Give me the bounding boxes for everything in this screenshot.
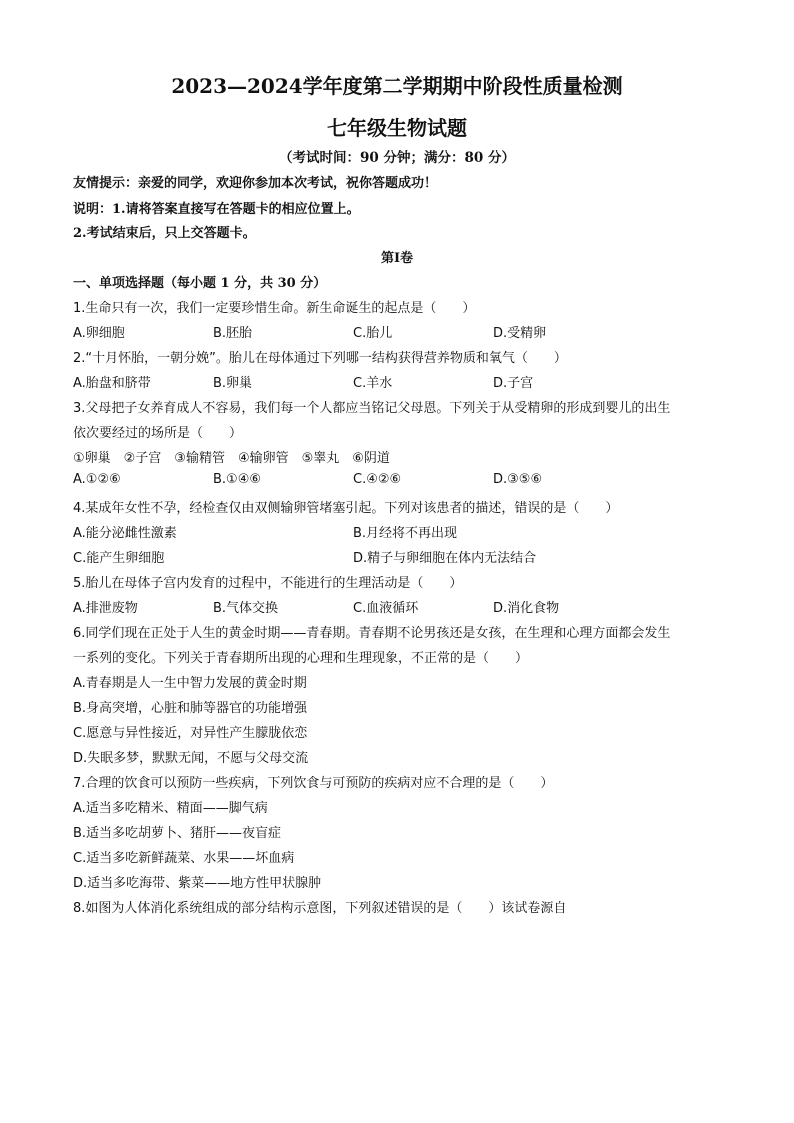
q7-option-b: B.适当多吃胡萝卜、猪肝——夜盲症 [73,826,282,841]
instruction-1: 说明：1.请将答案直接写在答题卡的相应位置上。 [73,202,360,217]
q3-option-d: D.③⑤⑥ [493,472,543,487]
question-5-stem: 5.胎儿在母体子宫内发育的过程中，不能进行的生理活动是（ ） [73,576,463,591]
q2-option-c: C.羊水 [353,376,393,391]
question-4-stem: 4.某成年女性不孕，经检查仅由双侧输卵管堵塞引起。下列对该患者的描述，错误的是（ ） [73,501,619,516]
question-2-stem: 2.“十月怀胎，一朝分娩”。胎儿在母体通过下列哪一结构获得营养物质和氧气（ ） [73,351,567,366]
instruction-2: 2.考试结束后，只上交答题卡。 [73,226,256,241]
question-3-choices: ①卵巢 ②子宫 ③输精管 ④输卵管 ⑤睾丸 ⑥阴道 [73,451,390,466]
section-heading: 一、单项选择题（每小题 1 分，共 30 分） [73,276,327,291]
question-6-stem-cont: 一系列的变化。下列关于青春期所出现的心理和生理现象，不正常的是（ ） [73,651,529,666]
q2-option-a: A.胎盘和脐带 [73,376,151,391]
q4-option-b: B.月经将不再出现 [353,526,458,541]
q6-option-c: C.愿意与异性接近，对异性产生朦胧依恋 [73,726,308,741]
exam-subject-title: 七年级生物试题 [327,116,467,140]
question-8-stem: 8.如图为人体消化系统组成的部分结构示意图，下列叙述错误的是（ ）该试卷源自 [73,901,567,916]
q7-option-a: A.适当多吃精米、精面——脚气病 [73,801,268,816]
q6-option-a: A.青春期是人一生中智力发展的黄金时期 [73,676,307,691]
volume-heading: 第Ⅰ卷 [380,251,414,266]
question-3-stem-cont: 依次要经过的场所是（ ） [73,426,243,441]
exam-info: （考试时间：90 分钟；满分：80 分） [279,150,515,166]
q4-option-a: A.能分泌雌性激素 [73,526,177,541]
q2-option-b: B.卵巢 [213,376,253,391]
q3-option-c: C.④②⑥ [353,472,402,487]
question-6-stem: 6.同学们现在正处于人生的黄金时期——青春期。青春期不论男孩还是女孩，在生理和心理方面都会发生 [73,626,671,641]
q5-option-c: C.血液循环 [353,601,419,616]
q6-option-b: B.身高突增，心脏和肺等器官的功能增强 [73,701,308,716]
greeting-note: 友情提示：亲爱的同学，欢迎你参加本次考试，祝你答题成功！ [73,176,438,191]
exam-title: 2023—2024学年度第二学期期中阶段性质量检测 [171,74,623,98]
q7-option-d: D.适当多吃海带、紫菜——地方性甲状腺肿 [73,876,322,891]
q3-option-b: B.①④⑥ [213,472,262,487]
question-1-stem: 1.生命只有一次，我们一定要珍惜生命。新生命诞生的起点是（ ） [73,301,476,316]
q5-option-d: D.消化食物 [493,601,560,616]
question-7-stem: 7.合理的饮食可以预防一些疾病，下列饮食与可预防的疾病对应不合理的是（ ） [73,776,554,791]
q5-option-b: B.气体交换 [213,601,279,616]
q1-option-b: B.胚胎 [213,326,253,341]
q5-option-a: A.排泄废物 [73,601,138,616]
q7-option-c: C.适当多吃新鲜蔬菜、水果——坏血病 [73,851,295,866]
q4-option-d: D.精子与卵细胞在体内无法结合 [353,551,537,566]
q1-option-d: D.受精卵 [493,326,547,341]
q4-option-c: C.能产生卵细胞 [73,551,165,566]
q1-option-a: A.卵细胞 [73,326,125,341]
q3-option-a: A.①②⑥ [73,472,121,487]
q1-option-c: C.胎儿 [353,326,393,341]
q6-option-d: D.失眠多梦，默默无闻，不愿与父母交流 [73,751,309,766]
q2-option-d: D.子宫 [493,376,534,391]
question-3-stem: 3.父母把子女养育成人不容易，我们每一个人都应当铭记父母恩。下列关于从受精卵的形成到婴儿的出生 [73,401,671,416]
